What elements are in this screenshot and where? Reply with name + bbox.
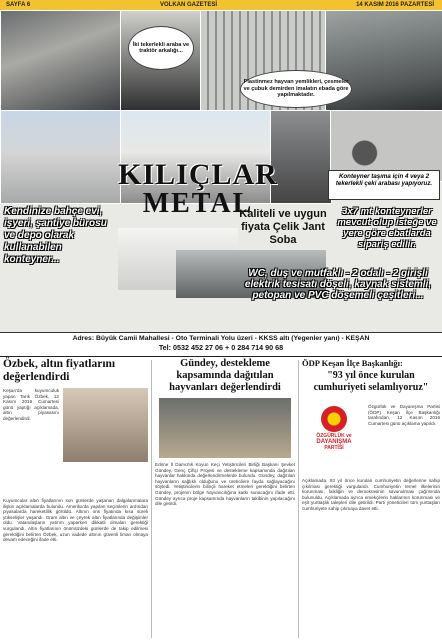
- logo-text-3: PARTİSİ: [324, 445, 344, 451]
- container-slogan: Kendinize bahçe evi, işyeri, şantiye bürosu ve depo olarak kullanabilen konteyner...: [4, 206, 107, 265]
- business-address: Adres: Büyük Camii Mahallesi - Oto Terminali Yolu üzeri - KKSS altı (Yegenler yanı) - KEŞAN: [72, 335, 370, 342]
- portrait-photo: [63, 388, 148, 462]
- brand-name-top: KILIÇLAR: [118, 158, 278, 191]
- issue-date: 14 KASIM 2016 PAZARTESİ: [356, 2, 434, 8]
- article-body: Edirne İl Damızlık Koyun Keçi Yetiştiricileri Birliği Başkanı Şevket Gündey, Genç Çiftçi Projesi ve destekleme kapsamında dağıtılan hayvanlar hakkında değerlendirmelerde bulundu. Gündey, dağıtılan hayvanların sağlıklı olduğunu ve üreticilere fayda sağlayacağını söyledi. Yetiştiricilerin bilinçli hareket etmeleri gerektiğini belirten Gündey, projenin bölge hayvancılığına katkı sunacağını ifade etti. Gündey ayrıca proje kapsamında hayvanların takibinin yapılacağını dile getirdi.: [155, 462, 295, 507]
- column-rule: [151, 360, 152, 638]
- brand-name-bottom: METAL: [142, 188, 254, 219]
- container-photo-1: [0, 110, 122, 204]
- article-headline: Özbek, altın fiyatlarını değerlendirdi: [3, 358, 116, 383]
- article-ozbek: [3, 358, 148, 638]
- article-kicker: ÖDP Keşan İlçe Başkanlığı:: [302, 358, 403, 368]
- section-divider: [0, 356, 442, 357]
- interview-photo: [159, 398, 291, 458]
- article-lead: Özgürlük ve Dayanışma Partisi (ÖDP) Keşan İlçe Başkanlığı tarafından, 12 Kasım 2016 Cumartesi günü açıklama yapıldı.: [368, 404, 440, 426]
- article-body: Kuyumcular altın fiyatlarının son günlerde yaşanan dalgalanmalara ilişkin açıklamalarda bulundu. Amerika'da yapılan seçimlerin ardından piyasalarda hareketlilik görüldü. Altının ons fiyatında kısa süreli yükselişler yaşandı. Gram altın ve çeyrek altın fiyatlarında değişimler oldu. Vatandaşların yatırım yaparken dikkatli olmaları gerektiği vurgulandı. Altın fiyatlarının önümüzdeki günlerde de takip edilmesi gerektiğini belirten Özbek, uzun vadede altının güvenli liman olmaya devam edeceğini ifade etti.: [3, 498, 148, 543]
- trailer-callout: İki tekerlekli araba ve traktör arkalığı...: [128, 26, 194, 70]
- container-photo-3: [270, 110, 332, 204]
- panel-callout: Plastinmez hayvan yemlikleri, çesmeler ve çubuk demirden imalatın ebada göre yapılmaktadır.: [240, 70, 352, 108]
- article-lead: Keşan'da kuyumculuk yapan Tarık Özbek, 12 Kasım 2016 Cumartesi günü yaptığı açıklamada, altın piyasasını değerlendirdi.: [3, 388, 59, 421]
- article-headline: "93 yıl önce kurulan cumhuriyeti selamlıyoruz": [313, 370, 429, 393]
- size-slogan: 3x7 mt konteynerler mevcut olup isteğe ve yere göre ebatlarda sipariş edilir.: [337, 206, 437, 250]
- logo-text-1: ÖZGÜRLÜK ve: [316, 433, 352, 439]
- logo-text-2: DAYANIŞMA: [316, 439, 352, 445]
- column-rule: [298, 360, 299, 638]
- page-number: SAYFA 6: [6, 2, 31, 8]
- party-logo: [302, 404, 366, 474]
- trailer-photo: [0, 10, 122, 112]
- stove-slogan: Kaliteli ve uygun fiyata Çelik Jant Soba: [239, 208, 327, 246]
- article-odp: [302, 358, 440, 638]
- article-body: Açıklamada, 93 yıl önce kurulan cumhuriyetin değerlerine sahip çıkılması gerektiği vurgulandı. Cumhuriyetin temel ilkelerinin korunması, laikliğin ve demokrasinin savunulması çağrısında bulunuldu. Açıklamada ayrıca emekçilerin haklarının korunması ve eşit yurttaşlık talepleri dile getirildi. Parti yöneticileri tüm yurttaşları cumhuriyete sahip çıkmaya davet etti.: [302, 478, 440, 511]
- features-slogan: WC, duş ve mutfaklı - 2 odalı - 2 girişli elektrik tesisatı döşeli, kaynak sistemli, petopan ve PVC döşemeli çeşitleri...: [244, 268, 432, 301]
- business-phone: Tel: 0532 452 27 06 + 0 284 714 90 68: [158, 343, 284, 352]
- party-emblem-icon: [321, 406, 347, 432]
- advertisement: [0, 10, 442, 355]
- article-headline: Gündey, destekleme kapsamında dağıtılan hayvanları değerlendirdi: [169, 358, 281, 393]
- newspaper-name: VOLKAN GAZETESİ: [160, 2, 218, 8]
- article-gundey: [155, 358, 295, 638]
- wheel-callout: Konteyner taşıma için 4 veya 2 tekerlekli çeki arabası yapıyoruz.: [328, 170, 440, 200]
- contact-bar: [0, 332, 442, 355]
